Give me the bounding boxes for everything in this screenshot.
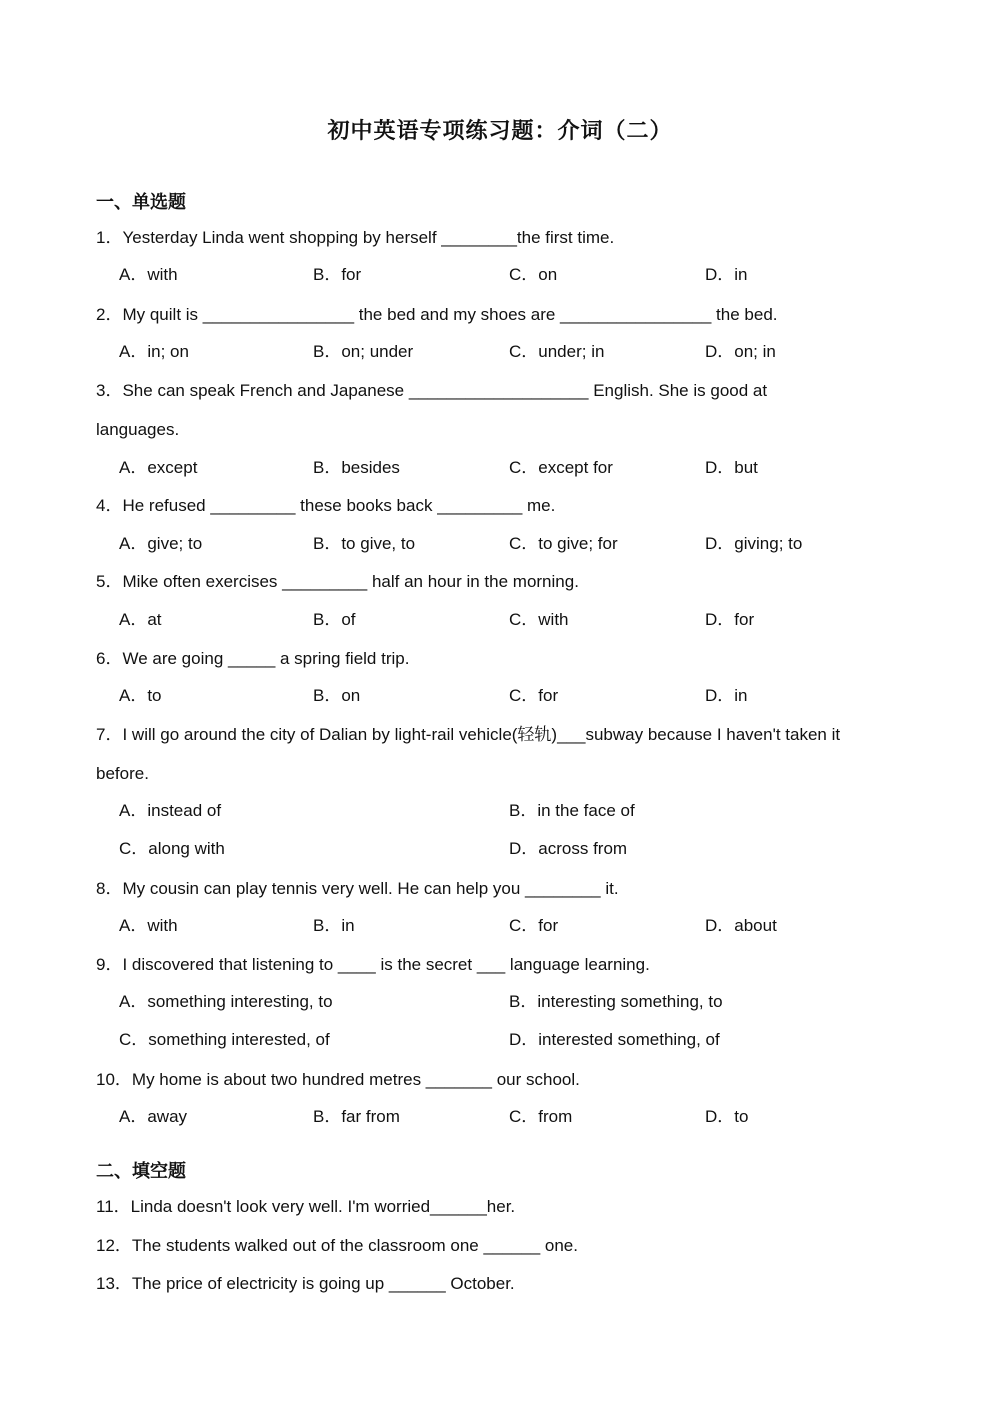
option-d: D．giving; to	[705, 534, 803, 553]
question-text: My quilt is ________________ the bed and my shoes are ________________ the bed.	[122, 305, 778, 324]
option-b: B．besides	[313, 458, 400, 477]
question-1	[96, 227, 614, 249]
question-text: I will go around the city of Dalian by light-rail vehicle(轻轨)___subway because I haven't taken it	[122, 725, 841, 744]
question-number: 9．	[96, 955, 123, 974]
option-a: A．give; to	[119, 534, 203, 553]
question-number: 4．	[96, 496, 123, 515]
option-c: C．something interested, of	[119, 1030, 330, 1049]
option-c: C．along with	[119, 839, 225, 858]
option-b: B．interesting something, to	[509, 992, 723, 1011]
question-number: 12．	[96, 1236, 132, 1255]
option-a: A．in; on	[119, 342, 189, 361]
option-a: A．something interesting, to	[119, 992, 333, 1011]
question-3	[96, 380, 767, 402]
question-number: 2．	[96, 305, 123, 324]
option-d: D．in	[705, 686, 748, 705]
option-a: A．instead of	[119, 801, 222, 820]
question-text: Yesterday Linda went shopping by herself ________the first time.	[122, 228, 615, 247]
section-heading-single-choice: 一、单选题	[96, 192, 186, 213]
option-c: C．except for	[509, 458, 613, 477]
question-text: Mike often exercises _________ half an hour in the morning.	[122, 572, 579, 591]
question-number: 3．	[96, 381, 123, 400]
option-d: D．but	[705, 458, 758, 477]
question-text: My cousin can play tennis very well. He can help you ________ it.	[122, 879, 619, 898]
option-b: B．of	[313, 610, 356, 629]
option-c: C．to give; for	[509, 534, 618, 553]
option-b: B．in the face of	[509, 801, 635, 820]
question-number: 1．	[96, 228, 123, 247]
question-11	[96, 1196, 515, 1218]
question-13	[96, 1273, 515, 1295]
question-7	[96, 724, 840, 746]
question-number: 10．	[96, 1070, 132, 1089]
option-c: C．from	[509, 1107, 573, 1126]
question-2	[96, 304, 778, 326]
option-b: B．on; under	[313, 342, 414, 361]
question-9	[96, 954, 650, 976]
option-d: D．in	[705, 265, 748, 284]
option-a: A．with	[119, 916, 178, 935]
question-10	[96, 1069, 580, 1091]
option-b: B．to give, to	[313, 534, 416, 553]
option-c: C．on	[509, 265, 558, 284]
option-a: A．with	[119, 265, 178, 284]
question-number: 8．	[96, 879, 123, 898]
option-b: B．on	[313, 686, 361, 705]
question-4	[96, 495, 555, 517]
option-b: B．for	[313, 265, 362, 284]
question-number: 6．	[96, 649, 123, 668]
option-a: A．except	[119, 458, 198, 477]
option-c: C．with	[509, 610, 569, 629]
question-text: My home is about two hundred metres _______ our school.	[131, 1070, 580, 1089]
question-12	[96, 1235, 578, 1257]
question-text: The price of electricity is going up ______ October.	[131, 1274, 515, 1293]
question-text: We are going _____ a spring field trip.	[122, 649, 410, 668]
option-d: D．across from	[509, 839, 628, 858]
question-text: I discovered that listening to ____ is the secret ___ language learning.	[122, 955, 650, 974]
option-d: D．on; in	[705, 342, 776, 361]
option-d: D．for	[705, 610, 755, 629]
question-5	[96, 571, 579, 593]
question-text: She can speak French and Japanese ___________________ English. She is good at	[122, 381, 768, 400]
question-number: 5．	[96, 572, 123, 591]
question-number: 11．	[96, 1197, 131, 1216]
option-c: C．for	[509, 916, 559, 935]
option-c: C．under; in	[509, 342, 605, 361]
question-7-continuation: before.	[96, 764, 149, 783]
option-d: D．about	[705, 916, 777, 935]
question-text: He refused _________ these books back _________ me.	[122, 496, 556, 515]
question-text: The students walked out of the classroom one ______ one.	[131, 1236, 578, 1255]
option-a: A．at	[119, 610, 162, 629]
option-a: A．to	[119, 686, 162, 705]
option-b: B．in	[313, 916, 355, 935]
question-number: 7．	[96, 725, 123, 744]
question-8	[96, 878, 619, 900]
question-3-continuation: languages.	[96, 420, 180, 439]
option-d: D．to	[705, 1107, 749, 1126]
option-a: A．away	[119, 1107, 188, 1126]
option-b: B．far from	[313, 1107, 400, 1126]
question-number: 13．	[96, 1274, 132, 1293]
option-c: C．for	[509, 686, 559, 705]
question-text: Linda doesn't look very well. I'm worried______her.	[130, 1197, 516, 1216]
section-heading-fill-blank: 二、填空题	[96, 1161, 186, 1182]
option-d: D．interested something, of	[509, 1030, 720, 1049]
question-6	[96, 648, 409, 670]
page-title: 初中英语专项练习题：介词（二）	[327, 119, 673, 144]
